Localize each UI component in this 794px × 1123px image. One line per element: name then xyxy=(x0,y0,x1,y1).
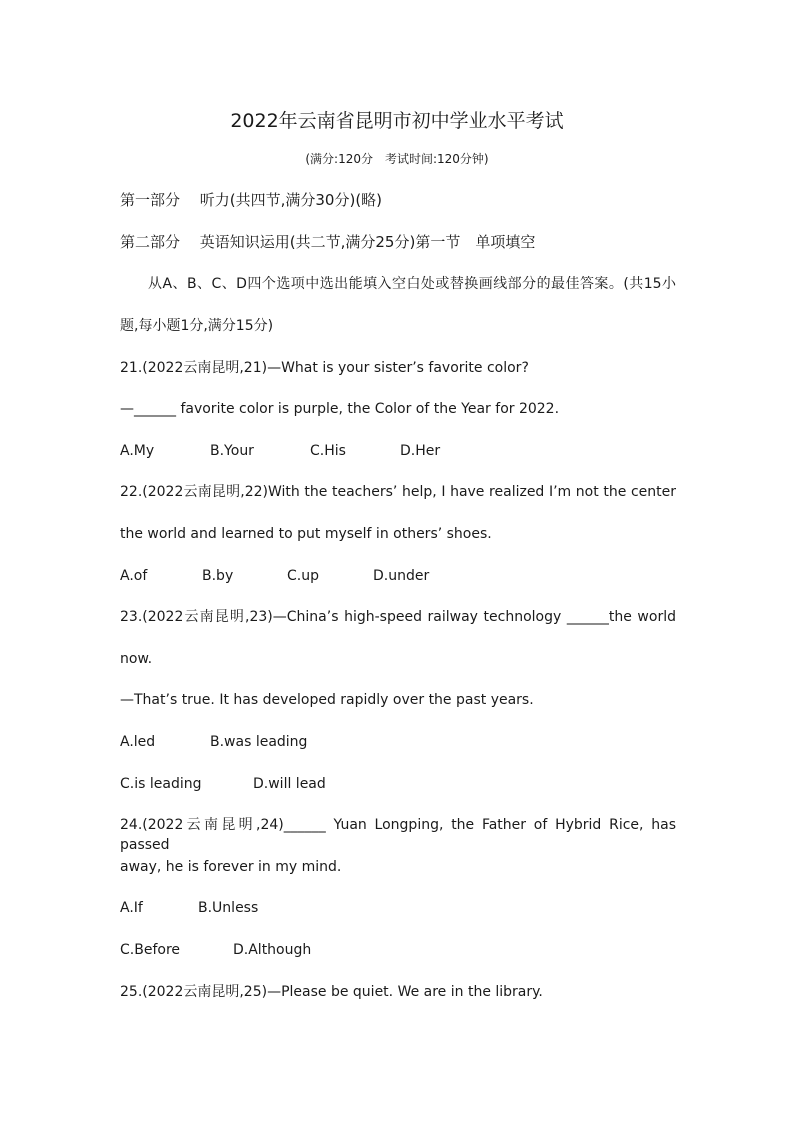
option-b: B.Unless xyxy=(198,900,259,916)
option-b: B.was leading xyxy=(210,734,308,750)
option-c: C.is leading xyxy=(120,776,202,792)
question-23-line2: now. xyxy=(120,651,153,667)
question-21-stem: 21.(2022云南昆明,21)—What is your sister’s favorite color? xyxy=(120,360,529,376)
page-title: 2022年云南省昆明市初中学业水平考试 xyxy=(230,110,564,132)
question-25-stem: 25.(2022云南昆明,25)—Please be quiet. We are in the library. xyxy=(120,984,543,1000)
option-b: B.by xyxy=(202,568,234,584)
option-a: A.If xyxy=(120,900,143,916)
option-d: D.under xyxy=(373,568,430,584)
section-part1: 第一部分 听力(共四节,满分30分)(略) xyxy=(120,191,383,209)
question-21-options xyxy=(120,441,676,461)
question-24-stem: 24.(2022云南昆明,24)______ Yuan Longping, the Father of Hybrid Rice, has passed xyxy=(120,817,676,853)
option-d: D.Although xyxy=(233,942,312,958)
question-23-options-row1 xyxy=(120,732,676,752)
question-22-stem: 22.(2022云南昆明,22)With the teachers’ help, I have realized I’m not the center xyxy=(120,484,676,500)
option-a: A.led xyxy=(120,734,156,750)
page-subtitle: (满分:120分 考试时间:120分钟) xyxy=(305,152,489,166)
option-b: B.Your xyxy=(210,443,254,459)
question-22-options xyxy=(120,566,676,586)
instruction-line-1: 从A、B、C、D四个选项中选出能填入空白处或替换画线部分的最佳答案。(共15小 xyxy=(148,276,676,292)
question-23-options-row2 xyxy=(120,774,676,794)
question-24-line2: away, he is forever in my mind. xyxy=(120,859,342,875)
question-22-line2: the world and learned to put myself in others’ shoes. xyxy=(120,526,492,542)
option-c: C.His xyxy=(310,443,346,459)
question-24-options-row1 xyxy=(120,898,676,918)
question-23-line3: —That’s true. It has developed rapidly over the past years. xyxy=(120,692,534,708)
option-a: A.My xyxy=(120,443,155,459)
option-d: D.Her xyxy=(400,443,441,459)
option-d: D.will lead xyxy=(253,776,326,792)
question-23-stem: 23.(2022云南昆明,23)—China’s high-speed railway technology ______the world xyxy=(120,609,676,625)
section-part2: 第二部分 英语知识运用(共二节,满分25分)第一节 单项填空 xyxy=(120,233,536,251)
option-a: A.of xyxy=(120,568,148,584)
question-24-options-row2 xyxy=(120,940,676,960)
option-c: C.up xyxy=(287,568,319,584)
question-21-line2: —______ favorite color is purple, the Color of the Year for 2022. xyxy=(120,401,560,417)
instruction-line-2: 题,每小题1分,满分15分) xyxy=(120,318,274,334)
option-c: C.Before xyxy=(120,942,180,958)
